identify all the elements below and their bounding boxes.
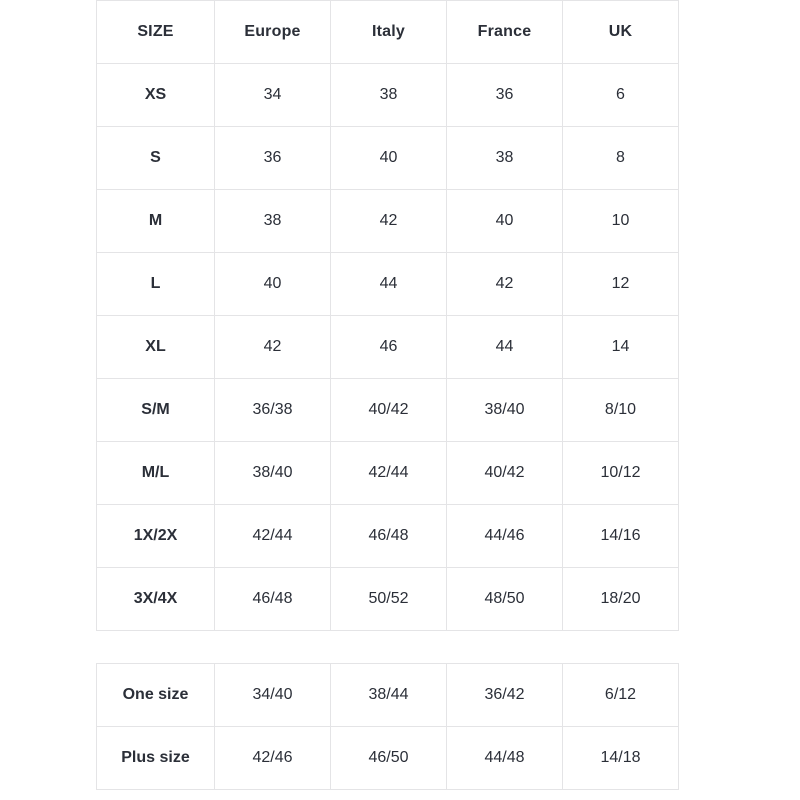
- cell-size: One size: [97, 664, 215, 727]
- cell-europe: 38/40: [215, 442, 331, 505]
- cell-uk: 14/16: [563, 505, 679, 568]
- cell-uk: 14: [563, 316, 679, 379]
- cell-uk: 18/20: [563, 568, 679, 631]
- table-row: [97, 442, 679, 505]
- table-row: [97, 190, 679, 253]
- cell-italy: 46/50: [331, 727, 447, 790]
- cell-uk: 10: [563, 190, 679, 253]
- cell-size: M/L: [97, 442, 215, 505]
- table-body: [97, 64, 679, 631]
- cell-size: XS: [97, 64, 215, 127]
- cell-italy: 50/52: [331, 568, 447, 631]
- cell-uk: 10/12: [563, 442, 679, 505]
- column-header-uk: UK: [563, 1, 679, 64]
- cell-europe: 36/38: [215, 379, 331, 442]
- cell-italy: 46: [331, 316, 447, 379]
- table-row: [97, 727, 679, 790]
- column-header-france: France: [447, 1, 563, 64]
- cell-italy: 38/44: [331, 664, 447, 727]
- cell-uk: 6/12: [563, 664, 679, 727]
- size-tables-container: [96, 0, 678, 790]
- cell-europe: 42/44: [215, 505, 331, 568]
- cell-france: 38: [447, 127, 563, 190]
- cell-size: S: [97, 127, 215, 190]
- table-row: [97, 64, 679, 127]
- table-row: [97, 505, 679, 568]
- column-header-italy: Italy: [331, 1, 447, 64]
- cell-france: 40/42: [447, 442, 563, 505]
- cell-size: XL: [97, 316, 215, 379]
- table-row: [97, 664, 679, 727]
- cell-europe: 34/40: [215, 664, 331, 727]
- cell-uk: 6: [563, 64, 679, 127]
- cell-europe: 38: [215, 190, 331, 253]
- one-size-conversion-table: [96, 663, 679, 790]
- cell-size: M: [97, 190, 215, 253]
- cell-italy: 42/44: [331, 442, 447, 505]
- cell-europe: 36: [215, 127, 331, 190]
- cell-size: 3X/4X: [97, 568, 215, 631]
- table-row: [97, 379, 679, 442]
- cell-europe: 42: [215, 316, 331, 379]
- table-header: [97, 1, 679, 64]
- table-row: [97, 316, 679, 379]
- cell-uk: 14/18: [563, 727, 679, 790]
- cell-france: 48/50: [447, 568, 563, 631]
- cell-italy: 40: [331, 127, 447, 190]
- cell-france: 44/48: [447, 727, 563, 790]
- cell-europe: 34: [215, 64, 331, 127]
- cell-size: 1X/2X: [97, 505, 215, 568]
- cell-uk: 12: [563, 253, 679, 316]
- cell-france: 38/40: [447, 379, 563, 442]
- cell-uk: 8/10: [563, 379, 679, 442]
- cell-france: 36: [447, 64, 563, 127]
- cell-italy: 46/48: [331, 505, 447, 568]
- table-row: [97, 568, 679, 631]
- column-header-size: SIZE: [97, 1, 215, 64]
- cell-europe: 42/46: [215, 727, 331, 790]
- table-header-row: [97, 1, 679, 64]
- cell-italy: 44: [331, 253, 447, 316]
- cell-france: 36/42: [447, 664, 563, 727]
- cell-size: L: [97, 253, 215, 316]
- cell-france: 44/46: [447, 505, 563, 568]
- column-header-europe: Europe: [215, 1, 331, 64]
- cell-size: Plus size: [97, 727, 215, 790]
- table-row: [97, 127, 679, 190]
- cell-uk: 8: [563, 127, 679, 190]
- size-conversion-table: [96, 0, 679, 631]
- cell-size: S/M: [97, 379, 215, 442]
- cell-europe: 46/48: [215, 568, 331, 631]
- table-gap-divider: [96, 631, 678, 663]
- cell-europe: 40: [215, 253, 331, 316]
- cell-france: 44: [447, 316, 563, 379]
- table-row: [97, 253, 679, 316]
- cell-italy: 40/42: [331, 379, 447, 442]
- cell-italy: 42: [331, 190, 447, 253]
- table-body: [97, 664, 679, 790]
- cell-france: 42: [447, 253, 563, 316]
- cell-france: 40: [447, 190, 563, 253]
- cell-italy: 38: [331, 64, 447, 127]
